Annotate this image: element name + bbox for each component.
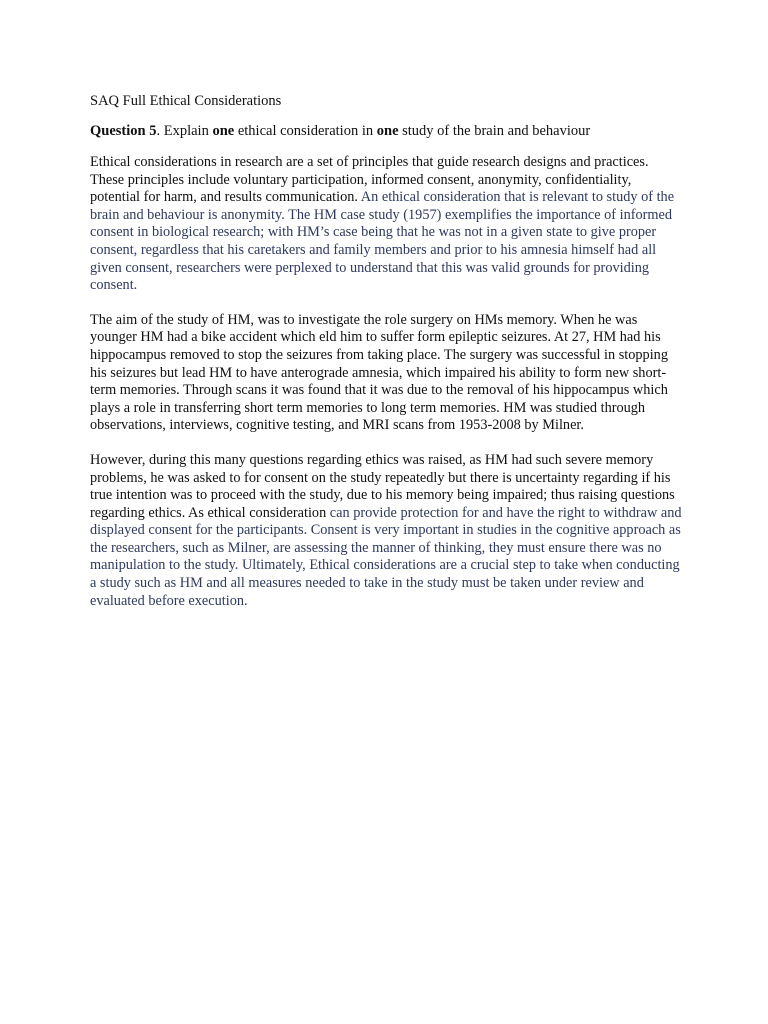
question-text-a: . Explain: [156, 123, 213, 139]
ethics-text: However, during this many questions regarding ethics was raised, as HM had such severe memory problems, he was asked to for consent on the study repeatedly but there is uncertainty regarding if his true intention was to proceed with the study, due to his memory being impaired; thus raising questions regarding ethics. As ethical consideration: [90, 451, 675, 521]
paragraph-study-aim: [90, 312, 682, 435]
question-text-c: study of the brain and behaviour: [398, 123, 591, 139]
paragraph-ethics-evaluation: [90, 452, 682, 610]
paragraph-introduction: [90, 154, 682, 295]
intro-text: Ethical considerations in research are a set of principles that guide research designs and practices. These principles include voluntary participation, informed consent, anonymity, confidentiality, potential for harm, and results communication.: [90, 154, 649, 206]
document-page: [90, 92, 682, 627]
study-aim-text: The aim of the study of HM, was to investigate the role surgery on HMs memory. When he was younger HM had a bike accident which eld him to suffer form epileptic seizures. At 27, HM had his hippocampus removed to stop the seizures from taking place. The surgery was successful in stopping his seizures but lead HM to have anterograde amnesia, which impaired his ability to form new short-term memories. Through scans it was found that it was due to the removal of his hippocampus which plays a role in transferring short term memories to long term memories. HM was studied through observations, interviews, cognitive testing, and MRI scans from 1953-2008 by Milner.: [90, 311, 668, 434]
question-text-b: ethical consideration in: [234, 123, 377, 139]
question-emphasis-one-b: one: [376, 123, 399, 139]
intro-text-continued: An ethical consideration that is relevant to study of the brain and behaviour is anonymity. The HM case study (1957) exemplifies the importance of informed consent in biological research; with HM’s case being that he was not in a given state to give proper consent, regardless that his caretakers and family members and prior to his amnesia himself had all given consent, researchers were perplexed to understand that this was valid grounds for providing consent.: [90, 189, 675, 294]
question-emphasis-one-a: one: [212, 123, 235, 139]
question-label: Question 5: [90, 123, 157, 139]
document-title: SAQ Full Ethical Considerations: [90, 93, 282, 109]
ethics-text-continued: can provide protection for and have the right to withdraw and displayed consent for the participants. Consent is very important in studies in the cognitive approach as the researchers, such as Milner, are assessing the manner of thinking, they must ensure there was no manipulation to the study. Ultimately, Ethical considerations are a crucial step to take when conducting a study such as HM and all measures needed to take in the study must be taken under review and evaluated before execution.: [90, 504, 682, 609]
question-heading: [90, 122, 682, 140]
